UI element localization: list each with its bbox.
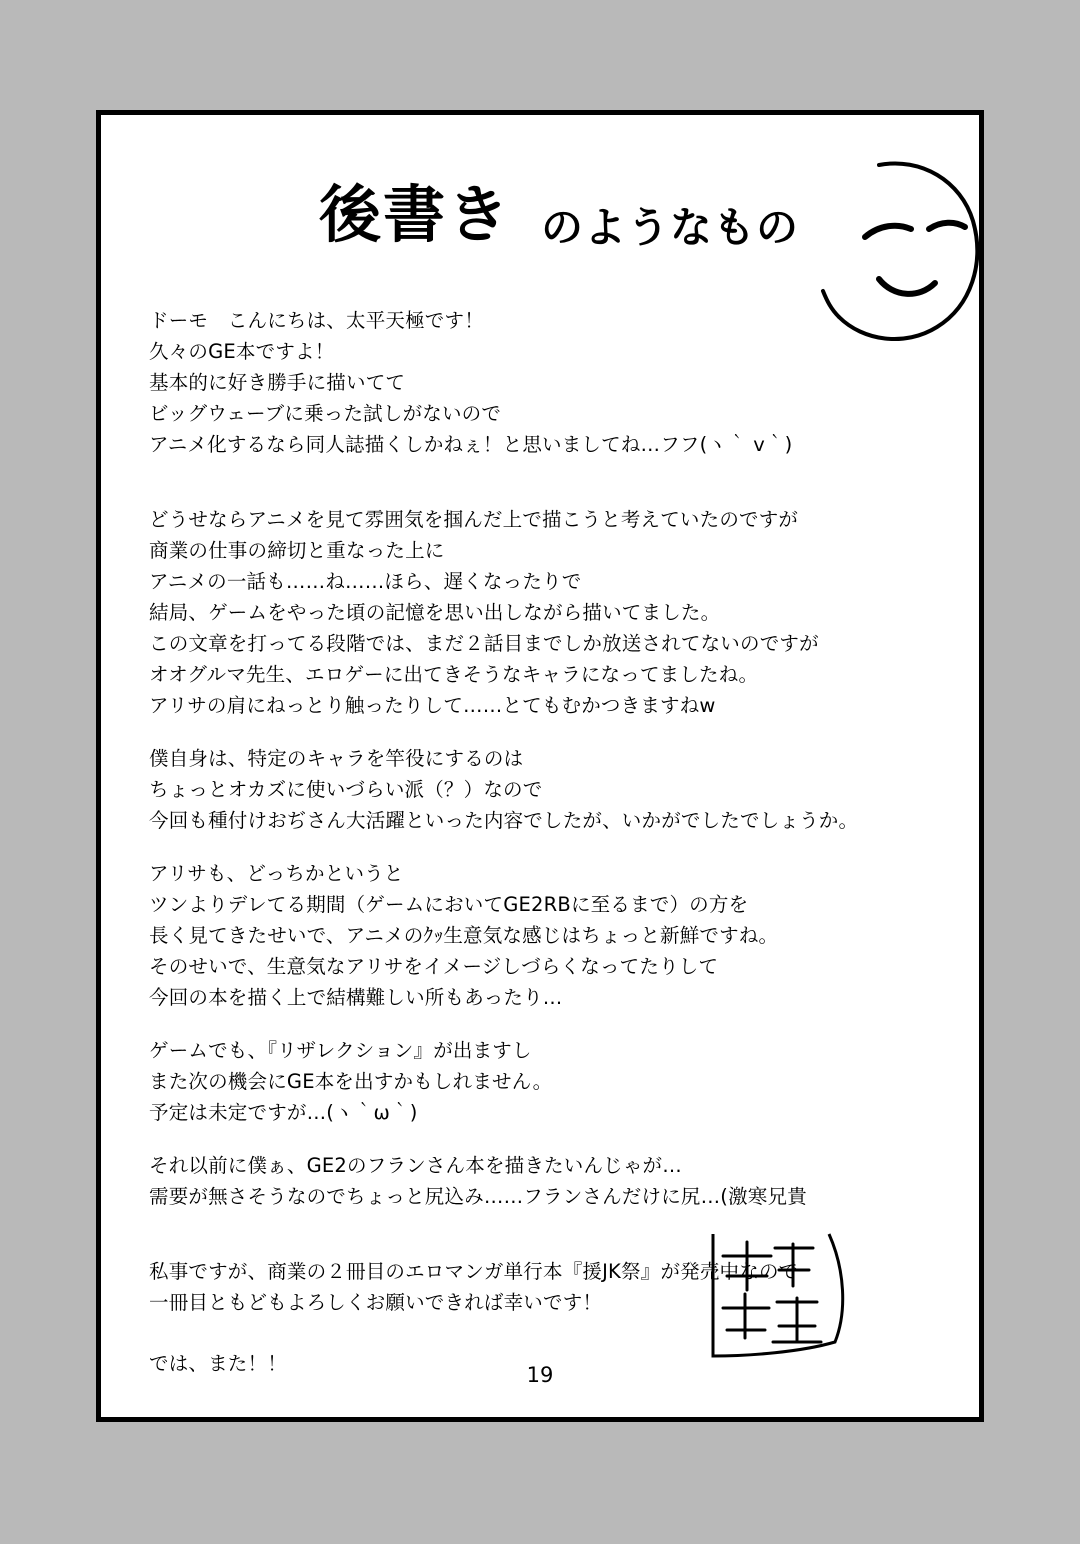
text-line: そのせいで、生意気なアリサをイメージしづらくなってたりして [149, 955, 719, 978]
text-line: では、また！！ [149, 1352, 287, 1375]
text-line: ゲームでも、『リザレクション』が出ますし [149, 1039, 532, 1062]
text-line: ツンよりデレてる期間（ゲームにおいてGE2RBに至るまで）の方を [149, 893, 749, 916]
text-line: 私事ですが、商業の２冊目のエロマンガ単行本『援JK祭』が発売中なので [149, 1260, 799, 1283]
paragraph-fran [149, 1150, 959, 1212]
text-line: ちょっとオカズに使いづらい派（？）なので [149, 778, 543, 801]
text-line: 今回も種付けおぢさん大活躍といった内容でしたが、いかがでしたでしょうか。 [149, 809, 859, 832]
text-line: どうせならアニメを見て雰囲気を掴んだ上で描こうと考えていたのですが [149, 508, 799, 531]
text-line: アニメ化するなら同人誌描くしかねぇ！と思いましてね…フフ(ヽ｀ v｀) [149, 433, 793, 456]
text-line: 一冊目ともどもよろしくお願いできれば幸いです！ [149, 1291, 603, 1314]
page-title: 後書き [319, 178, 512, 251]
text-line: アニメの一話も……ね……ほら、遅くなったりで [149, 570, 582, 593]
paragraph-self [149, 743, 959, 836]
text-line: また次の機会にGE本を出すかもしれません。 [149, 1070, 553, 1093]
text-line: この文章を打ってる段階では、まだ２話目までしか放送されてないのですが [149, 632, 819, 655]
paragraph-anime-memory [149, 504, 959, 721]
document-page [96, 110, 984, 1422]
page-subtitle: のようなもの [541, 203, 800, 252]
text-line: 基本的に好き勝手に描いてて [149, 371, 406, 394]
page-header [101, 143, 979, 283]
text-line: アリサも、どっちかというと [149, 862, 404, 885]
text-line: 今回の本を描く上で結構難しい所もあったり… [149, 986, 563, 1009]
text-line: ビッグウェーブに乗った試しがないので [149, 402, 502, 425]
text-line: オオグルマ先生、エロゲーに出てきそうなキャラになってましたね。 [149, 663, 759, 686]
page-number: 19 [526, 1363, 554, 1387]
paragraph-intro [149, 305, 959, 460]
text-line: 結局、ゲームをやった頃の記憶を思い出しながら描いてました。 [149, 601, 721, 624]
text-line: アリサの肩にねっとり触ったりして……とてもむかつきますねw [149, 694, 716, 717]
text-line: 僕自身は、特定のキャラを竿役にするのは [149, 747, 524, 770]
text-line: 久々のGE本ですよ！ [149, 340, 335, 363]
paragraph-game [149, 1035, 959, 1128]
handwritten-signature-icon [709, 1230, 859, 1360]
paragraph-alisa [149, 858, 959, 1013]
text-line: それ以前に僕ぁ、GE2のフランさん本を描きたいんじゃが… [149, 1154, 682, 1177]
text-line: 長く見てきたせいで、アニメのｸｯ生意気な感じはちょっと新鮮ですね。 [149, 924, 779, 947]
text-line: 商業の仕事の締切と重なった上に [149, 539, 445, 562]
page-inner [101, 115, 979, 1417]
text-line: 予定は未定ですが…(ヽ｀ω｀) [149, 1101, 418, 1124]
text-line: ドーモ こんにちは、太平天極です！ [149, 309, 484, 332]
text-line: 需要が無さそうなのでちょっと尻込み……フランさんだけに尻…(激寒兄貴 [149, 1185, 807, 1208]
